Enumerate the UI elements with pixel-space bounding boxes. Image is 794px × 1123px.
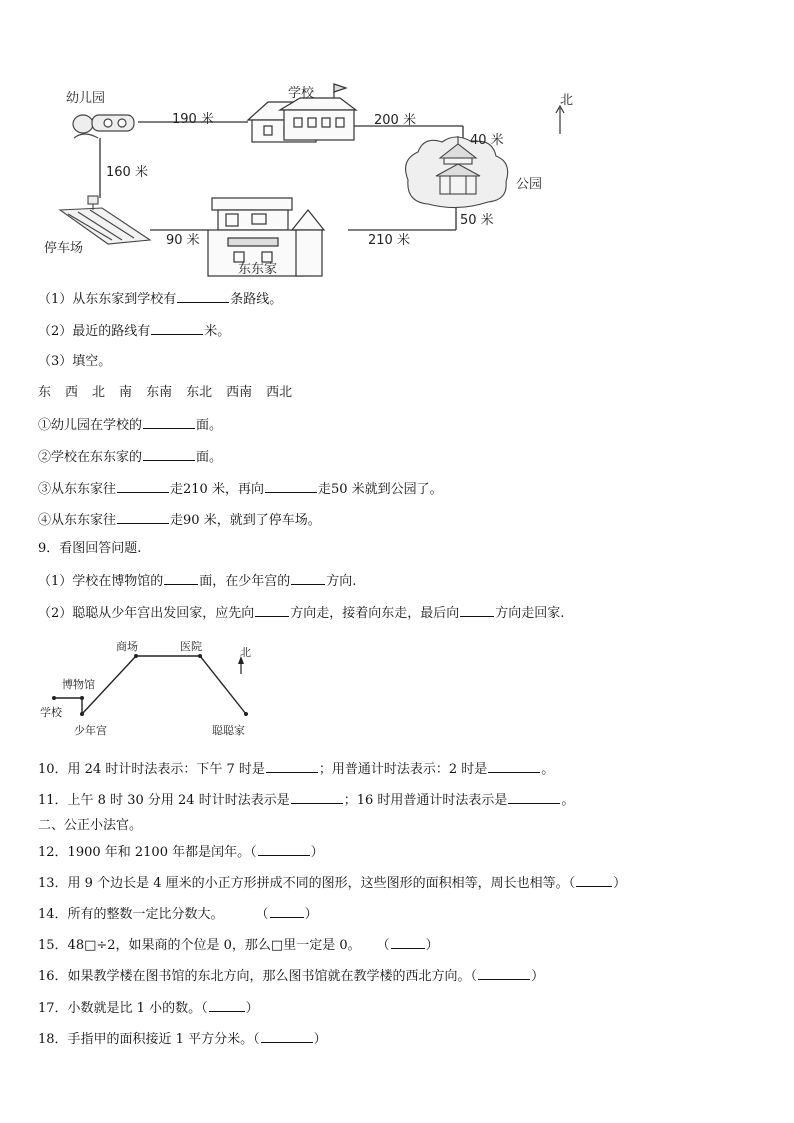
north-arrow-icon bbox=[556, 106, 564, 134]
label-distance-kinder-school: 190 米 bbox=[172, 112, 214, 127]
answer-blank[interactable] bbox=[255, 603, 289, 617]
label-distance-school-east: 200 米 bbox=[374, 113, 416, 128]
q8-fill1: ①幼儿园在学校的 面。 bbox=[38, 415, 222, 435]
label-hospital: 医院 bbox=[180, 640, 202, 653]
label-park: 公园 bbox=[516, 177, 543, 192]
answer-blank[interactable] bbox=[117, 479, 169, 493]
label-north: 北 bbox=[560, 93, 574, 108]
label-parking: 停车场 bbox=[44, 241, 84, 256]
answer-blank[interactable] bbox=[270, 904, 304, 918]
q8-part1: （1）从东东家到学校有 条路线。 bbox=[38, 289, 282, 309]
answer-blank[interactable] bbox=[391, 935, 425, 949]
label-north: 北 bbox=[240, 646, 251, 659]
q12: 12．1900 年和 2100 年都是闰年。（ ） bbox=[38, 842, 324, 862]
answer-blank[interactable] bbox=[265, 479, 317, 493]
q8-part3: （3）填空。 bbox=[38, 354, 112, 369]
parking-lot-icon bbox=[60, 196, 150, 244]
label-distance-home-parking: 90 米 bbox=[166, 233, 200, 248]
q8-fill3: ③从东东家往 走210 米，再向 走50 米就到公园了。 bbox=[38, 479, 443, 499]
q18: 18．手指甲的面积接近 1 平方分米。（ ） bbox=[38, 1029, 327, 1049]
q8-fill4: ④从东东家往 走90 米，就到了停车场。 bbox=[38, 510, 321, 530]
q11: 11．上午 8 时 30 分用 24 时计时法表示是 ；16 时用普通计时法表示是 。 bbox=[38, 790, 574, 810]
q9-title: 9．看图回答问题. bbox=[38, 541, 142, 556]
answer-blank[interactable] bbox=[460, 603, 494, 617]
q14: 14．所有的整数一定比分数大。 （ ） bbox=[38, 904, 318, 924]
answer-blank[interactable] bbox=[164, 571, 198, 585]
answer-blank[interactable] bbox=[508, 790, 560, 804]
q8-part2: （2）最近的路线有 米。 bbox=[38, 321, 230, 341]
label-home: 东东家 bbox=[238, 262, 278, 277]
label-distance-east-park: 40 米 bbox=[470, 133, 504, 148]
label-home: 聪聪家 bbox=[212, 724, 245, 737]
kindergarten-icon bbox=[73, 115, 134, 138]
answer-blank[interactable] bbox=[151, 321, 203, 335]
q15: 15．48□÷2，如果商的个位是 0，那么□里一定是 0。 （ ） bbox=[38, 935, 439, 955]
label-school: 学校 bbox=[40, 706, 62, 719]
answer-blank[interactable] bbox=[266, 759, 318, 773]
q10: 10．用 24 时计时法表示：下午 7 时是 ；用普通计时法表示：2 时是 。 bbox=[38, 759, 554, 779]
label-distance-park-south: 50 米 bbox=[460, 213, 494, 228]
label-school: 学校 bbox=[288, 86, 315, 101]
direction-options: 东 西 北 南 东南 东北 西南 西北 bbox=[38, 385, 293, 400]
answer-blank[interactable] bbox=[258, 842, 310, 856]
section-2-title: 二、公正小法官。 bbox=[38, 818, 143, 833]
label-youth-palace: 少年宫 bbox=[74, 724, 107, 737]
route-map-2 bbox=[30, 634, 290, 744]
answer-blank[interactable] bbox=[488, 759, 540, 773]
label-mall: 商场 bbox=[116, 640, 138, 653]
q16: 16．如果教学楼在图书馆的东北方向，那么图书馆就在教学楼的西北方向。（ ） bbox=[38, 966, 544, 986]
answer-blank[interactable] bbox=[291, 790, 343, 804]
label-distance-kinder-parking: 160 米 bbox=[106, 165, 148, 180]
q17: 17．小数就是比 1 小的数。（ ） bbox=[38, 998, 259, 1018]
answer-blank[interactable] bbox=[261, 1029, 313, 1043]
answer-blank[interactable] bbox=[143, 447, 195, 461]
q9-part1: （1）学校在博物馆的 面，在少年宫的 方向. bbox=[38, 571, 356, 591]
answer-blank[interactable] bbox=[143, 415, 195, 429]
map-route-diagram bbox=[38, 80, 598, 280]
label-museum: 博物馆 bbox=[62, 678, 95, 691]
q13: 13．用 9 个边长是 4 厘米的小正方形拼成不同的图形，这些图形的面积相等，周长也相等。（ ） bbox=[38, 873, 626, 893]
label-distance-home-park: 210 米 bbox=[368, 233, 410, 248]
answer-blank[interactable] bbox=[117, 510, 169, 524]
answer-blank[interactable] bbox=[209, 998, 245, 1012]
answer-blank[interactable] bbox=[478, 966, 530, 980]
q8-fill2: ②学校在东东家的 面。 bbox=[38, 447, 222, 467]
label-kindergarten: 幼儿园 bbox=[66, 91, 106, 106]
answer-blank[interactable] bbox=[291, 571, 325, 585]
answer-blank[interactable] bbox=[177, 289, 229, 303]
q9-part2: （2）聪聪从少年宫出发回家，应先向 方向走，接着向东走，最后向 方向走回家. bbox=[38, 603, 564, 623]
answer-blank[interactable] bbox=[576, 873, 612, 887]
